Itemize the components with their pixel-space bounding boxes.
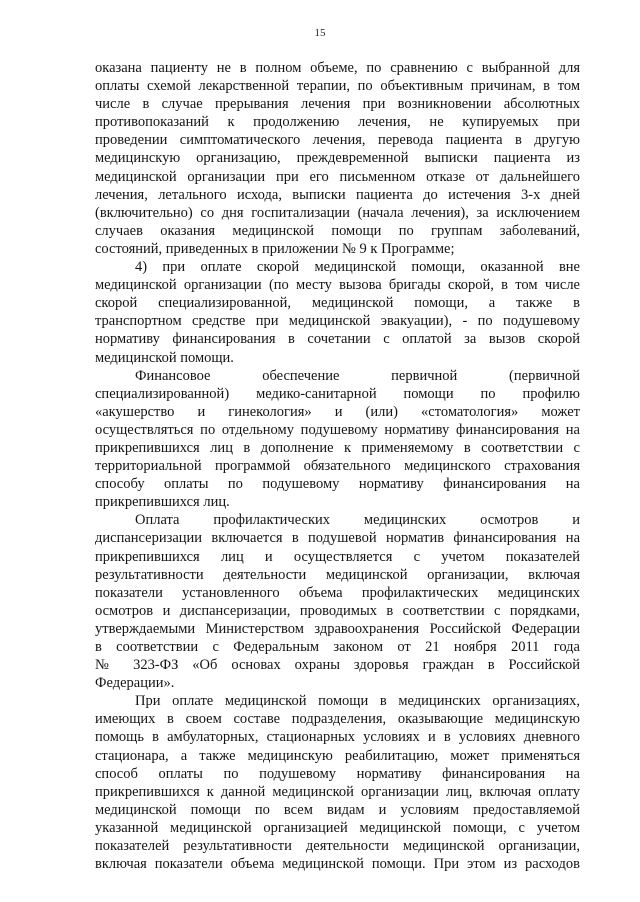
text-line: (включительно) со дня госпитализации (начала лечения), за исключением — [95, 204, 580, 221]
text-line: в соответствии с Федеральным законом от 21 ноября 2011 года — [95, 639, 580, 655]
text-line: № 323-ФЗ «Об основах охраны здоровья граждан в Российской — [95, 657, 580, 674]
text-line: медицинской помощи по всем видам и условиям предоставляемой — [95, 801, 580, 818]
text-line: скорой специализированной, медицинской помощи, а также в — [95, 295, 580, 312]
text-line: состояний, приведенных в приложении № 9 к Программе; — [95, 240, 455, 257]
text-line: оплаты схемой лекарственной терапии, по объективным причинам, в том — [95, 78, 580, 95]
text-line: территориальной программой обязательного медицинского страхования — [95, 458, 580, 475]
text-line: прикрепившихся лиц. — [95, 494, 230, 511]
text-line: медицинской помощи. — [95, 349, 234, 366]
text-line: помощь в амбулаторных, стационарных условиях и в условиях дневного — [95, 729, 580, 746]
text-line: диспансеризации включается в подушевой норматив финансирования на — [95, 530, 580, 547]
text-line: медицинской организации при его письменном отказе от дальнейшего — [95, 168, 580, 185]
text-line: нормативу финансирования в сочетании с оплатой за вызов скорой — [95, 331, 580, 348]
text-line: имеющих в своем составе подразделения, оказывающие медицинскую — [95, 711, 580, 728]
text-line: прикрепившихся к данной медицинской организации лиц, включая оплату — [95, 783, 580, 800]
text-line: результативности деятельности медицинской организации, включая — [95, 566, 580, 583]
document-body — [95, 59, 580, 873]
text-line: медицинскую организацию, преждевременной выписки пациента из — [95, 150, 580, 167]
text-line: числе в случае прерывания лечения при возникновении абсолютных — [95, 96, 580, 113]
text-line: проведении симптоматического лечения, перевода пациента в другую — [95, 132, 580, 149]
paragraph — [95, 258, 580, 367]
text-line: Федерации». — [95, 675, 175, 692]
paragraph — [95, 59, 580, 258]
text-line: способ оплаты по подушевому нормативу финансирования на — [95, 765, 580, 782]
text-line: включая показатели объема медицинской помощи. При этом из расходов — [95, 856, 580, 873]
text-line: оказана пациенту не в полном объеме, по сравнению с выбранной для — [95, 60, 580, 76]
text-line: осмотров и диспансеризации, проводимых в соответствии с порядками, — [95, 602, 580, 619]
text-line: противопоказаний к продолжению лечения, не купируемых при — [95, 114, 580, 131]
page-number: 15 — [314, 27, 326, 39]
text-line: лечения, летального исхода, выписки пациента до истечения 3-х дней — [95, 186, 580, 203]
paragraph — [95, 511, 580, 692]
text-line: Оплата профилактических медицинских осмотров и — [135, 512, 580, 529]
text-line: осуществляться по отдельному подушевому нормативу финансирования на — [95, 421, 580, 438]
text-line: При оплате медицинской помощи в медицинских организациях, — [135, 693, 580, 710]
text-line: 4) при оплате скорой медицинской помощи, оказанной вне — [135, 259, 580, 276]
text-line: показателей результативности деятельности медицинской организации, — [95, 838, 580, 855]
text-line: случаев оказания медицинской помощи по группам заболеваний, — [95, 222, 580, 239]
text-line: показатели установленного объема профилактических медицинских — [95, 584, 580, 601]
text-line: стационара, а также медицинскую реабилитацию, может применяться — [95, 747, 580, 764]
text-line: утверждаемыми Министерством здравоохранения Российской Федерации — [95, 620, 580, 637]
text-line: медицинской организации (по месту вызова бригады скорой, в том числе — [95, 277, 580, 294]
text-line: транспортном средстве при медицинской эвакуации), - по подушевому — [95, 313, 580, 330]
paragraph — [95, 367, 580, 512]
text-line: прикрепившихся лиц в дополнение к применяемому в соответствии с — [95, 439, 580, 456]
text-line: указанной медицинской организацией медицинской помощи, с учетом — [95, 819, 580, 836]
text-line: способу оплаты по подушевому нормативу финансирования на — [95, 476, 580, 493]
text-line: Финансовое обеспечение первичной (первичной — [135, 367, 580, 384]
text-line: «акушерство и гинекология» и (или) «стоматология» может — [95, 403, 580, 420]
paragraph — [95, 692, 580, 873]
text-line: специализированной) медико-санитарной помощи по профилю — [95, 385, 580, 402]
text-line: прикрепившихся лиц и осуществляется с учетом показателей — [95, 548, 580, 565]
